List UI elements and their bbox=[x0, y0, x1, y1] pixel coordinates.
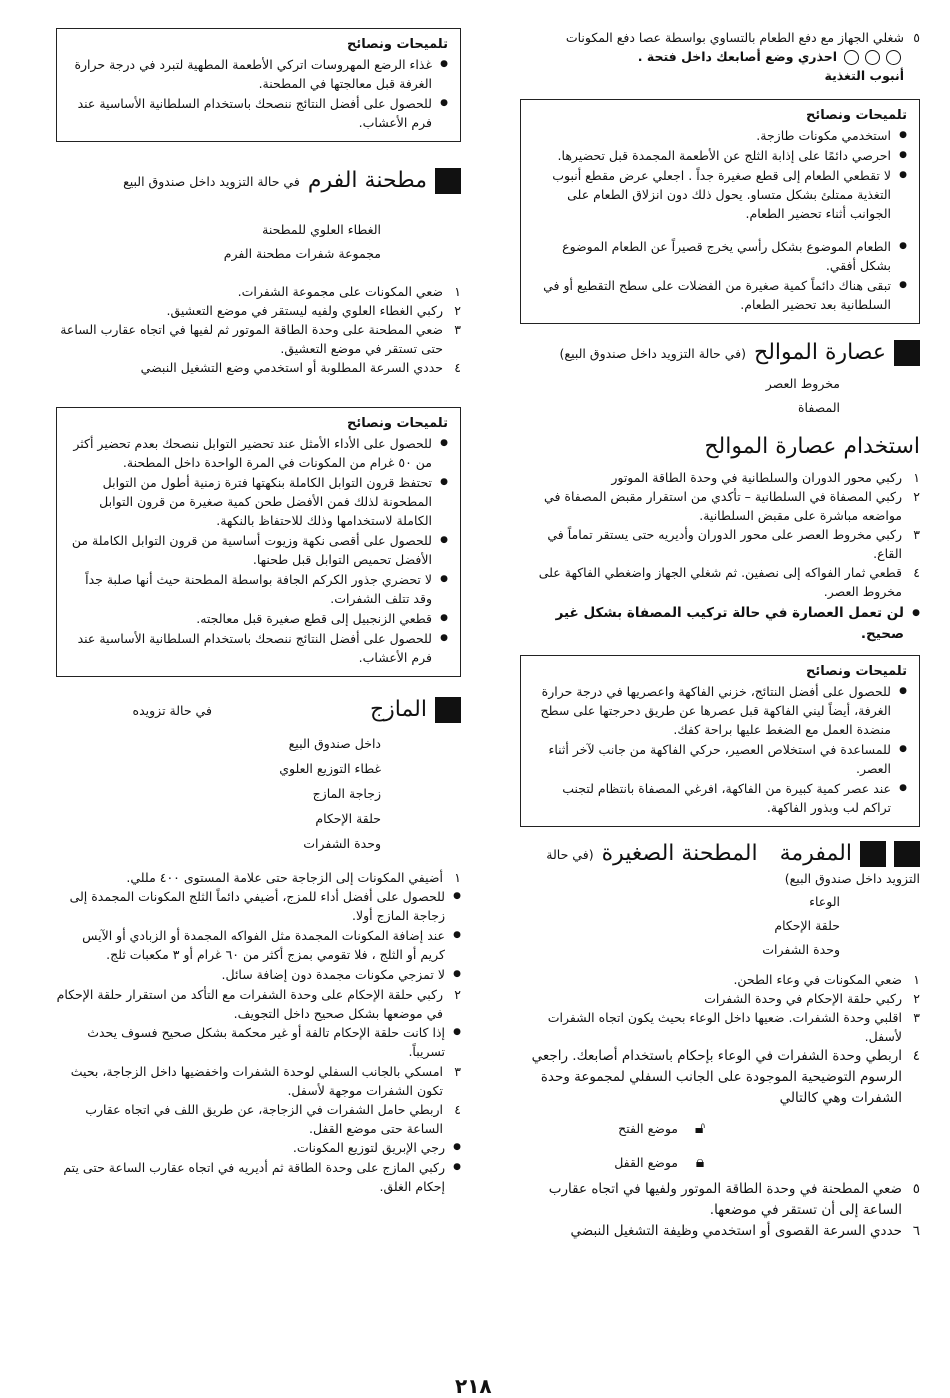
step-item: ٥ ضعي المطحنة في وحدة الطاقة الموتور ولفيها في اتجاه عقارب الساعة إلى أن تستقر في موضعها. bbox=[548, 1181, 920, 1218]
mincer-heading bbox=[520, 839, 920, 869]
part-label: الوعاء bbox=[809, 894, 840, 909]
step-item: ٣ ركبي مخروط العصر على محور الدوران وأديريه حتى يستقر تماماً في القاع. bbox=[547, 527, 920, 561]
open-label: موضع الفتح bbox=[618, 1120, 678, 1136]
step-item: ٤ حددي السرعة المطلوبة أو استخدمي وضع التشغيل النبضي bbox=[140, 360, 461, 375]
juicer-heading bbox=[520, 338, 920, 368]
part-label: وحدة الشفرات bbox=[762, 942, 840, 957]
lock-label: موضع القفل bbox=[614, 1154, 678, 1170]
section-marker-icon bbox=[435, 168, 461, 194]
section-title: المطحنة الصغيرة bbox=[601, 841, 758, 866]
step-item: ٢ ركبي حلقة الإحكام في وحدة الشفرات bbox=[704, 991, 920, 1006]
finger-warning: احذري وضع أصابعك داخل فتحة . bbox=[637, 49, 838, 64]
section-note: (في حالة bbox=[546, 846, 594, 862]
blender-heading bbox=[56, 695, 461, 725]
tips-box-fresh bbox=[520, 99, 920, 324]
part-label: المصفاة bbox=[797, 400, 840, 415]
section-title: عصارة الموالح bbox=[754, 340, 886, 365]
tip-item: ● للحصول على أفضل النتائج ننصحك باستخدام السلطانية الأساسية عند فرم الأعشاب. bbox=[67, 629, 448, 667]
part-label: داخل صندوق البيع bbox=[288, 736, 381, 751]
step-item: ٦ حددي السرعة القصوى أو استخدمي وظيفة التشغيل النبضي bbox=[570, 1223, 920, 1239]
step-list bbox=[56, 985, 461, 1023]
part-label: مخروط العصر bbox=[765, 376, 840, 391]
left-column bbox=[56, 28, 461, 1197]
step-item: ١ ضعي المكونات في وعاء الطحن. bbox=[733, 972, 920, 987]
section-title: المفرمة bbox=[779, 841, 852, 866]
mincer-steps-2 bbox=[520, 1179, 920, 1242]
step-item: ٤ قطعي ثمار الفواكه إلى نصفين. ثم شغلي الجهاز واضغطي الفاكهة على مخروط العصر. bbox=[538, 565, 920, 599]
step-list bbox=[56, 1062, 461, 1138]
step-item: ٣ ضعي المطحنة على وحدة الطاقة الموتور ثم لفيها في اتجاه عقارب الساعة حتى تستقر في موضع التعشيق. bbox=[60, 322, 461, 356]
step-item: ٢ ركبي حلقة الإحكام على وحدة الشفرات مع التأكد من استقرار حلقة الإحكام في موضعها بشكل صحيح داخل التجويف. bbox=[56, 987, 461, 1021]
step-list bbox=[56, 868, 461, 887]
blender-step-5 bbox=[520, 28, 920, 85]
section-note: في حالة تزويده bbox=[132, 702, 212, 718]
tip-item: ● للمساعدة في استخلاص العصير، حركي الفاكهة من جانب لآخر أثناء العصر. bbox=[531, 740, 907, 778]
tip-item: ● للحصول على أفضل النتائج، خزني الفاكهة واعصريها في درجة حرارة الغرفة، أيضاً ليني الفاكهة قبل عصرها عن طريق دحرجتها على سطح منضدة العمل مع الضغط عليها براحة كفك. bbox=[531, 682, 907, 739]
part-label: غطاء التوزيع العلوي bbox=[279, 761, 381, 776]
part-label: الغطاء العلوي للمطحنة bbox=[262, 222, 381, 237]
circle-icon bbox=[844, 50, 859, 65]
tip-item: ● للحصول على الأداء الأمثل عند تحضير التوابل ننصحك بعدم تحضير أكثر من ٥٠ غرام من المكونات في المرة الواحدة داخل المطحنة. bbox=[67, 434, 448, 472]
bullet-list bbox=[56, 1023, 461, 1061]
part-label: حلقة الإحكام bbox=[774, 918, 840, 933]
tip-item: ● للحصول على أقصى نكهة وزيوت أساسية من قرون التوابل الكاملة من الأفضل تحميص التوابل قبل طحنها. bbox=[67, 531, 448, 569]
tip-item: ● احرصي دائمًا على إذابة الثلج عن الأطعمة المجمدة قبل تحضيرها. bbox=[531, 146, 907, 165]
step-item: ٢ ركبي المصفاة في السلطانية – تأكدي من استقرار مقبض المصفاة في مواضعه مباشرة على مقبض السلطانية. bbox=[544, 489, 920, 523]
unlock-icon: 🔓︎ bbox=[694, 1118, 706, 1137]
tip-item: ● استخدمي مكونات طازجة. bbox=[531, 126, 907, 145]
step-item: ٤ اربطي حامل الشفرات في الزجاجة، عن طريق اللف في اتجاه عقارب الساعة حتى موضع القفل. bbox=[85, 1102, 461, 1136]
tips-list bbox=[67, 55, 448, 132]
bullet-item: ● ركبي المازج على وحدة الطاقة ثم أديريه في اتجاه عقارب الساعة حتى يتم إحكام الغلق. bbox=[56, 1158, 461, 1196]
step-text: شغلي الجهاز مع دفع الطعام بالتساوي بواسطة عصا دفع المكونات bbox=[565, 30, 904, 45]
step-item: ٢ ركبي الغطاء العلوي ولفيه ليستقر في موضع التعشيق. bbox=[166, 303, 461, 318]
section-marker-icon bbox=[860, 841, 886, 867]
use-juicer-title: استخدام عصارة الموالح bbox=[704, 434, 920, 459]
tip-item: ● تبقى هناك دائماً كمية صغيرة من الفضلات على سطح التقطيع أو في السلطانية بعد تحضير الطعام. bbox=[531, 276, 907, 314]
tips-box-baby-food bbox=[56, 28, 461, 142]
part-label: وحدة الشفرات bbox=[303, 836, 381, 851]
chopper-parts bbox=[56, 218, 381, 266]
lock-icon: 🔒︎ bbox=[695, 1152, 705, 1171]
section-marker-icon bbox=[894, 340, 920, 366]
step-item: ١ أضيفي المكونات إلى الزجاجة حتى علامة المستوى ٤٠٠ مللي. bbox=[126, 870, 461, 885]
tips-box-spices bbox=[56, 407, 461, 677]
section-note: في حالة التزويد داخل صندوق البيع bbox=[123, 173, 300, 189]
open-position-row bbox=[520, 1115, 710, 1141]
tip-item: ● للحصول على أفضل النتائج ننصحك باستخدام السلطانية الأساسية عند فرم الأعشاب. bbox=[67, 94, 448, 132]
part-label: مجموعة شفرات مطحنة الفرم bbox=[223, 246, 381, 261]
tips-list bbox=[67, 434, 448, 667]
chopper-heading bbox=[56, 166, 461, 196]
tip-item: ● تحتفظ قرون التوابل الكاملة بنكهتها فترة زمنية أطول من التوابل المطحونة لذلك فمن الأفضل طحن كمية صغيرة من قرون التوابل الكاملة لاستخدامها وذلك للاحتفاظ بالنكهة. bbox=[67, 473, 448, 530]
circle-icon bbox=[886, 50, 901, 65]
tips-title: تلميحات ونصائح bbox=[806, 108, 907, 123]
lock-legend bbox=[520, 1115, 920, 1175]
tips-list bbox=[531, 682, 907, 817]
juicer-parts bbox=[520, 372, 840, 420]
step-item: ١ ركبي محور الدوران والسلطانية في وحدة الطاقة الموتور bbox=[611, 470, 920, 485]
warning-item: ● لن تعمل العصارة في حالة تركيب المصفاة بشكل غير صحيح. bbox=[520, 603, 920, 645]
tip-item: ● غذاء الرضع المهروسات اتركي الأطعمة المطهية لتبرد في درجة حرارة الغرفة قبل معالجتها في المطحنة. bbox=[67, 55, 448, 93]
bullet-item: ● للحصول على أفضل أداء للمزج، أضيفي دائماً الثلج المكونات المجمدة إلى زجاجة المازج أولا. bbox=[56, 887, 461, 925]
circle-icon bbox=[865, 50, 880, 65]
page-number: ٢١٨ bbox=[455, 1374, 492, 1398]
bullet-item: ● إذا كانت حلقة الإحكام تالفة أو غير محكمة بشكل صحيح فسوف يحدث تسريباً. bbox=[56, 1023, 461, 1061]
step-item: ٣ امسكي بالجانب السفلي لوحدة الشفرات واخفضيها داخل الزجاجة، بحيث تكون الشفرات موجهة لأسفل. bbox=[70, 1064, 461, 1098]
tips-title: تلميحات ونصائح bbox=[347, 37, 448, 52]
tips-box-juicer bbox=[520, 655, 920, 827]
right-column bbox=[520, 28, 920, 1242]
step-item: ١ ضعي المكونات على مجموعة الشفرات. bbox=[237, 284, 461, 299]
tips-title: تلميحات ونصائح bbox=[806, 664, 907, 679]
lock-position-row bbox=[520, 1149, 710, 1175]
section-title: مطحنة الفرم bbox=[307, 168, 427, 193]
tips-title: تلميحات ونصائح bbox=[347, 416, 448, 431]
section-note: التزويد داخل صندوق البيع) bbox=[784, 871, 920, 886]
juicer-warning bbox=[520, 603, 920, 645]
bullet-list bbox=[56, 1138, 461, 1196]
tip-item: ● الطعام الموضوع بشكل رأسي يخرج قصيراً عن الطعام الموضوع بشكل أفقي. bbox=[531, 237, 907, 275]
tip-item: ● لا تقطعي الطعام إلى قطع صغيرة جداً . اجعلي عرض مقطع أنبوب التغذية ممتلئ بشكل متساو. يحول ذلك دون انزلاق الطعام على الجوانب أثناء تحضير الطعام. bbox=[531, 166, 907, 223]
bullet-item: ● عند إضافة المكونات المجمدة مثل الفواكه المجمدة أو الزبادي أو الآيس كريم أو الثلج ، فلا تقومي بمزج أكثر من ٦٠ غرام أو ٣ مكعبات ثلج. bbox=[56, 926, 461, 964]
section-title: المازج bbox=[369, 697, 427, 722]
bullet-item: ● رجي الإبريق لتوزيع المكونات. bbox=[56, 1138, 461, 1157]
mincer-parts bbox=[520, 890, 840, 962]
tip-item: ● عند عصر كمية كبيرة من الفاكهة، افرغي المصفاة بانتظام لتجنب تراكم لب وبذور الفاكهة. bbox=[531, 779, 907, 817]
step-number: ٥ bbox=[913, 30, 920, 45]
mincer-steps bbox=[520, 970, 920, 1109]
step-item: ٤ اربطي وحدة الشفرات في الوعاء بإحكام باستخدام أصابعك. راجعي الرسوم التوضيحية الموجودة على الجانب السفلي لمجموعة وحدة الشفرات وهي كالتالي bbox=[531, 1048, 920, 1106]
part-label: حلقة الإحكام bbox=[315, 811, 381, 826]
part-label: زجاجة المازج bbox=[312, 786, 381, 801]
chopper-steps bbox=[56, 282, 461, 377]
blender-steps bbox=[56, 868, 461, 1196]
section-note: (في حالة التزويد داخل صندوق البيع) bbox=[559, 345, 747, 361]
bullet-list bbox=[56, 887, 461, 984]
blender-parts bbox=[56, 731, 381, 856]
section-marker-icon bbox=[435, 697, 461, 723]
section-marker-icon bbox=[894, 841, 920, 867]
tips-list bbox=[531, 126, 907, 314]
tip-item: ● قطعي الزنجبيل إلى قطع صغيرة قبل معالجته. bbox=[67, 609, 448, 628]
bullet-item: ● لا تمزجي مكونات مجمدة دون إضافة سائل. bbox=[56, 965, 461, 984]
tip-item: ● لا تحضري جذور الكركم الجافة بواسطة المطحنة حيث أنها صلبة جداً وقد تتلف الشفرات. bbox=[67, 570, 448, 608]
feed-tube-label: أنبوب التغذية bbox=[824, 68, 904, 83]
step-item: ٣ اقلبي وحدة الشفرات. ضعيها داخل الوعاء بحيث يكون اتجاه الشفرات لأسفل. bbox=[547, 1010, 920, 1044]
juicer-steps bbox=[520, 468, 920, 601]
